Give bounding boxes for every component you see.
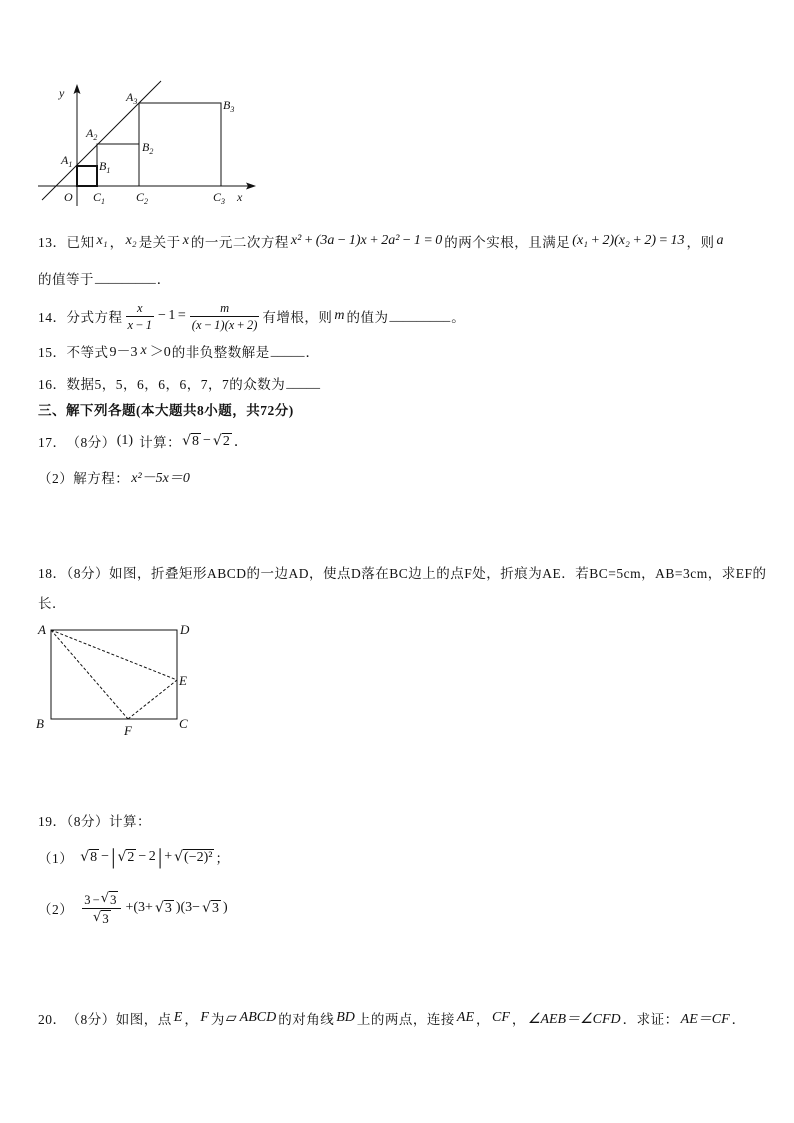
fraction-numerator: m <box>220 300 230 315</box>
plus-sign: + <box>164 849 173 864</box>
angle-condition: ∠AEB＝∠CFD <box>527 1012 621 1027</box>
radical-sign: √ <box>174 848 184 865</box>
inequality-right: ＞0 <box>149 345 171 360</box>
fraction <box>82 891 121 926</box>
question-text: ，则 <box>686 235 715 250</box>
x-axis-label: x <box>237 190 243 204</box>
q15-line <box>38 340 319 362</box>
label-c2 <box>136 190 148 206</box>
question-text: ， <box>476 1012 490 1027</box>
question-text: 如图，点 <box>115 1012 172 1027</box>
question-number: 14． <box>38 310 67 325</box>
question-text: 上的两点，连接 <box>356 1012 455 1027</box>
diagonal-bd: BD <box>336 1010 355 1025</box>
label-letter: A <box>126 90 134 104</box>
proof-goal: AE＝CF <box>680 1012 730 1027</box>
radicand: 3 <box>109 891 117 907</box>
label-b2 <box>142 140 153 156</box>
rectangle-abcd <box>51 630 177 719</box>
math-x2: x₂ <box>125 233 137 248</box>
parallelogram-name: ABCD <box>239 1010 277 1025</box>
radicand: 3 <box>164 900 172 916</box>
question-text: 有增根，则 <box>262 310 333 325</box>
label-a3 <box>125 90 137 106</box>
dashed-line-fe <box>128 680 177 719</box>
radical-sign: √ <box>202 899 212 916</box>
label-subscript: 2 <box>144 197 149 206</box>
q13-line-2 <box>38 267 171 289</box>
squares-on-line-figure <box>30 80 270 210</box>
answer-blank: _____ <box>286 375 320 390</box>
sqrt-expression <box>101 891 119 907</box>
label-a: A <box>38 622 46 637</box>
question-text: ． <box>305 345 320 360</box>
q19-title-line <box>38 809 151 831</box>
question-number: 15． <box>38 345 67 360</box>
fraction-denominator <box>82 908 121 926</box>
sqrt-expression <box>213 433 232 450</box>
root-condition: (x₁ + 2)(x₂ + 2) = 13 <box>572 233 685 248</box>
label-letter: B <box>142 140 150 154</box>
label-c3 <box>213 190 225 206</box>
fraction-numerator <box>82 891 121 908</box>
label-b3 <box>223 98 234 114</box>
sqrt-expression <box>117 849 136 866</box>
q19-part-1 <box>38 844 229 870</box>
section-heading <box>38 398 294 420</box>
q17-line-2 <box>38 466 192 488</box>
label-e: E <box>179 673 187 688</box>
minus-sign: − <box>101 849 110 864</box>
label-subscript: 3 <box>133 97 138 106</box>
section-title: 三、解下列各题(本大题共8小题，共72分) <box>38 403 294 418</box>
radicand: 3 <box>102 910 109 926</box>
question-text: 18．（8分）如图，折叠矩形ABCD的一边AD，使点D落在BC边上的点F处，折痕为AE．若BC=5cm，AB=3cm，求EF的 <box>38 566 767 581</box>
question-text: 的值为 <box>346 310 389 325</box>
question-text: 已知 <box>66 235 95 250</box>
label-subscript: 1 <box>68 160 73 169</box>
sqrt-expression <box>182 433 201 450</box>
math-m: m <box>334 308 345 323</box>
part-label: （1） <box>38 851 74 866</box>
question-points: （8分） <box>66 435 116 450</box>
label-letter: A <box>86 126 94 140</box>
question-text: 的非负整数解是 <box>171 345 270 360</box>
part-label: （2） <box>38 902 74 917</box>
question-text: 19．（8分）计算： <box>38 814 151 829</box>
origin-label: O <box>64 190 73 204</box>
equation: x²－5x＝0 <box>131 471 190 486</box>
fraction-denominator: x − 1 <box>127 317 152 332</box>
question-number: 13． <box>38 235 67 250</box>
radicand: 3 <box>212 900 220 916</box>
question-text: 的对角线 <box>278 1012 335 1027</box>
fraction-x-over-x-minus-1 <box>126 301 154 332</box>
label-subscript: 2 <box>93 133 98 142</box>
quadratic-equation: x² + (3a − 1)x + 2a² − 1 = 0 <box>290 233 443 248</box>
radicand: 8 <box>90 849 98 865</box>
label-subscript: 3 <box>221 197 226 206</box>
label-letter: B <box>99 159 107 173</box>
math-x: x <box>182 233 189 248</box>
question-points: （8分） <box>66 1012 116 1027</box>
math-x1: x₁ <box>96 233 108 248</box>
sqrt-expression <box>202 900 221 917</box>
label-b: B <box>36 716 44 731</box>
label-letter: A <box>61 153 69 167</box>
fraction-m-over-product <box>190 301 260 332</box>
question-text: ． <box>731 1012 746 1027</box>
square-1 <box>77 166 97 186</box>
label-letter: C <box>93 190 102 204</box>
question-text: ， <box>109 235 124 250</box>
fraction-denominator: (x − 1)(x + 2) <box>191 317 258 332</box>
label-letter: C <box>213 190 222 204</box>
math-x: x <box>140 343 147 358</box>
minus-sign: − <box>203 433 211 448</box>
q16-line <box>38 372 321 394</box>
radicand: 2 <box>127 849 135 865</box>
label-b1 <box>99 159 110 175</box>
label-f: F <box>124 723 132 738</box>
period: ． <box>233 435 248 450</box>
part-label: (1) <box>116 433 134 448</box>
q18-line-1 <box>38 561 767 583</box>
question-text: 分式方程 <box>66 310 123 325</box>
question-number: 17． <box>38 435 67 450</box>
radical-sign: √ <box>154 899 164 916</box>
label-a1 <box>60 153 72 169</box>
question-text: 是关于 <box>138 235 181 250</box>
label-subscript: 3 <box>230 105 235 114</box>
semicolon: ； <box>215 851 230 866</box>
label-subscript: 1 <box>106 166 111 175</box>
expression-text: − 2 <box>138 849 156 864</box>
radical-sign: √ <box>92 909 102 925</box>
question-text: ， <box>511 1012 526 1027</box>
radical-sign: √ <box>182 432 191 449</box>
q19-part-2 <box>38 888 229 928</box>
radical-sign: √ <box>80 848 90 865</box>
expression-text: +(3+ <box>125 900 153 915</box>
radical-sign: √ <box>212 432 222 449</box>
inequality-left: 9－3 <box>109 345 138 360</box>
radical-sign: √ <box>100 890 109 906</box>
q20-line <box>38 1007 746 1029</box>
sqrt-expression <box>174 849 214 866</box>
dashed-line-af <box>51 630 128 719</box>
sqrt-expression <box>80 849 99 866</box>
question-text: 为 <box>210 1012 225 1027</box>
radicand: 2 <box>222 433 230 449</box>
label-letter: C <box>136 190 145 204</box>
q17-line-1 <box>38 430 249 452</box>
question-text: ．求证： <box>622 1012 679 1027</box>
label-subscript: 2 <box>149 147 154 156</box>
question-text: ． <box>156 272 171 287</box>
point-e: E <box>173 1010 183 1025</box>
equation-middle: − 1 = <box>157 308 186 323</box>
label-a2 <box>85 126 97 142</box>
folded-rectangle-figure <box>30 615 200 740</box>
math-a: a <box>716 233 724 248</box>
question-number: 16． <box>38 377 67 392</box>
segment-cf: CF <box>492 1010 510 1025</box>
question-text: 的值等于 <box>38 272 94 287</box>
q13-line-1 <box>38 230 725 252</box>
expression-text: ) <box>223 900 228 915</box>
label-d: D <box>180 622 190 637</box>
question-text: 解方程： <box>73 471 130 486</box>
absolute-bar-left: | <box>111 844 116 869</box>
answer-blank: _________ <box>95 270 156 285</box>
q14-line <box>38 298 465 334</box>
parallelogram-symbol: ▱ <box>225 1010 237 1026</box>
question-number: 20． <box>38 1012 67 1027</box>
numerator-text: 3 − <box>84 892 100 907</box>
label-subscript: 1 <box>101 197 106 206</box>
question-text: 不等式 <box>66 345 109 360</box>
radical-sign: √ <box>117 848 127 865</box>
q18-line-2 <box>38 591 66 613</box>
question-text: ， <box>184 1012 199 1027</box>
answer-blank: _________ <box>389 308 451 323</box>
sqrt-expression <box>93 910 111 926</box>
sqrt-expression <box>155 900 174 917</box>
point-f: F <box>200 1010 209 1025</box>
label-c: C <box>179 716 188 731</box>
square-3 <box>139 103 221 186</box>
part-label: （2） <box>38 471 74 486</box>
dashed-line-ae <box>51 630 177 680</box>
question-text: 计算： <box>139 435 182 450</box>
radicand: (−2)² <box>184 849 213 865</box>
question-text: 的一元二次方程 <box>190 235 289 250</box>
label-letter: B <box>223 98 231 112</box>
answer-blank: _____ <box>270 343 305 358</box>
question-text: 的两个实根，且满足 <box>444 235 571 250</box>
segment-ae: AE <box>456 1010 474 1025</box>
question-text: 数据5，5，6，6，6，7，7的众数为 <box>66 377 286 392</box>
absolute-bar-right: | <box>157 844 163 869</box>
question-text: 长． <box>38 596 66 611</box>
radicand: 8 <box>192 433 199 449</box>
fraction-numerator: x <box>136 300 143 315</box>
expression-text: )(3− <box>175 900 201 915</box>
y-axis-label: y <box>59 86 65 100</box>
label-c1 <box>93 190 105 206</box>
question-text: 。 <box>451 310 466 325</box>
